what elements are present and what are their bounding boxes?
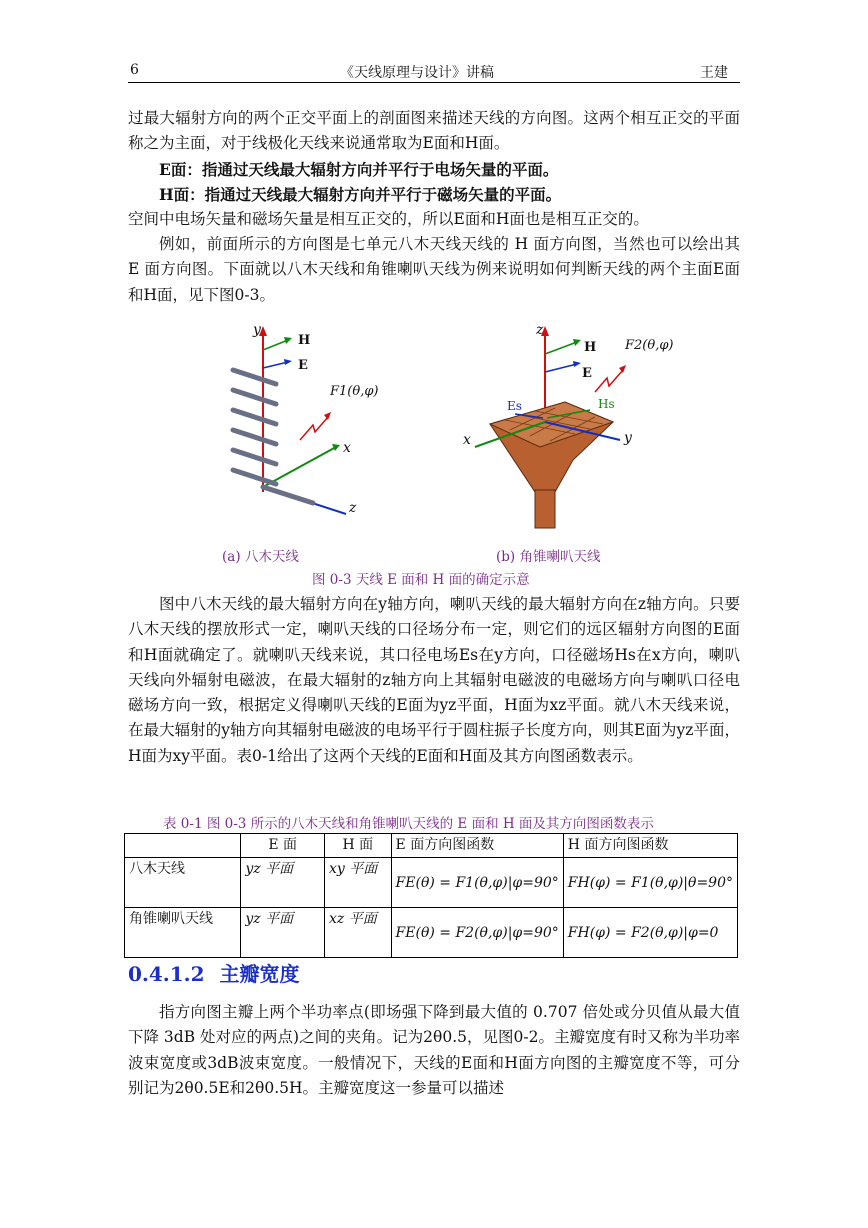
yagi-label-y: y — [253, 322, 261, 338]
yagi-label-e: E — [298, 358, 308, 373]
table-cell: yz 平面 — [241, 908, 325, 958]
caption-b: (b) 角锥喇叭天线 — [496, 549, 601, 565]
running-author: 王建 — [700, 65, 728, 81]
caption-a: (a) 八木天线 — [222, 549, 299, 565]
paragraph-1: 过最大辐射方向的两个正交平面上的剖面图来描述天线的方向图。这两个相互正交的平面称之为主面，对于线极化天线来说通常取为E面和H面。 — [128, 109, 740, 153]
section-number: 0.4.1.2 — [128, 962, 205, 986]
horn-feed — [535, 490, 555, 528]
table-cell: xy 平面 — [325, 858, 392, 908]
definition-e-plane: E面：指通过天线最大辐射方向并平行于电场矢量的平面。 — [159, 160, 559, 179]
page-number: 6 — [130, 62, 139, 78]
section-title: 主瓣宽度 — [219, 962, 300, 986]
paragraph-4: 图中八木天线的最大辐射方向在y轴方向，喇叭天线的最大辐射方向在z轴方向。只要八木天线的摆放形式一定，喇叭天线的口径场分布一定，则它们的远区辐射方向图的E面和H面就确定了。就喇叭天线来说，其口径电场Es在y方向，口径磁场Hs在x方向，喇叭天线向外辐射电磁波，在最大辐射的z轴方向上其辐射电磁波的电磁场方向与喇叭口径电磁场方向一致，根据定义得喇叭天线的E面为yz平面，H面为xz平面。就八木天线来说，在最大辐射的y轴方向其辐射电磁波的电场平行于圆柱振子长度方向，则其E面为yz平面，H面为xy平面。表0-1给出了这两个天线的E面和H面及其方向图函数表示。 — [128, 595, 740, 765]
table-cell: 角锥喇叭天线 — [125, 908, 241, 958]
yagi-pattern-label: F1(θ,φ) — [330, 384, 379, 399]
definition-h-plane: H面：指通过天线最大辐射方向并平行于磁场矢量的平面。 — [159, 185, 562, 204]
horn-antenna-diagram — [455, 322, 655, 532]
paragraph-3: 例如，前面所示的方向图是七单元八木天线天线的 H 面方向图，当然也可以绘出其 E 面方向图。下面就以八木天线和角锥喇叭天线为例来说明如何判断天线的两个主面E面和H面，见下图0-3。 — [128, 235, 740, 304]
table-header-cell: E 面方向图函数 — [391, 834, 563, 858]
horn-label-hs: Hs — [598, 397, 615, 411]
running-title: 《天线原理与设计》讲稿 — [340, 65, 494, 81]
table-cell-formula: FE(θ) = F2(θ,φ)|φ=90° — [395, 924, 559, 941]
horn-wave-icon — [595, 370, 623, 392]
table-cell: xz 平面 — [325, 908, 392, 958]
yagi-label-x: x — [343, 440, 351, 456]
horn-label-e: E — [582, 366, 592, 381]
table-header-cell: E 面 — [241, 834, 325, 858]
yagi-elements — [233, 370, 313, 503]
horn-pattern-label: F2(θ,φ) — [625, 338, 674, 353]
table-cell: yz 平面 — [241, 858, 325, 908]
table-0-1 — [124, 833, 738, 958]
figure-caption: 图 0-3 天线 E 面和 H 面的确定示意 — [312, 572, 530, 588]
yagi-label-h: H — [298, 333, 311, 348]
section-heading — [128, 958, 300, 987]
table-header-cell: H 面 — [325, 834, 392, 858]
horn-label-x: x — [463, 432, 471, 448]
header-rule — [128, 82, 740, 83]
table-row — [125, 858, 738, 908]
table-row — [125, 908, 738, 958]
table-header-row — [125, 834, 738, 858]
table-cell-formula: FH(φ) = F1(θ,φ)|θ=90° — [567, 874, 733, 891]
table-caption: 表 0-1 图 0-3 所示的八木天线和角锥喇叭天线的 E 面和 H 面及其方向图函数表示 — [163, 816, 654, 832]
table-cell-formula: FH(φ) = F2(θ,φ)|φ=0 — [567, 924, 719, 941]
table-cell: 八木天线 — [125, 858, 241, 908]
yagi-wave-icon — [300, 417, 328, 440]
horn-label-y: y — [624, 430, 632, 446]
table-header-cell — [125, 834, 241, 858]
table-header-cell: H 面方向图函数 — [563, 834, 737, 858]
horn-label-z: z — [536, 322, 544, 338]
horn-label-es: Es — [507, 399, 522, 413]
horn-label-h: H — [584, 340, 597, 355]
paragraph-2: 空间中电场矢量和磁场矢量是相互正交的，所以E面和H面也是相互正交的。 — [128, 210, 649, 228]
yagi-label-z: z — [349, 500, 357, 516]
yagi-antenna-diagram — [218, 322, 368, 522]
table-cell-formula: FE(θ) = F1(θ,φ)|φ=90° — [395, 874, 559, 891]
paragraph-5: 指方向图主瓣上两个半功率点(即场强下降到最大值的 0.707 倍处或分贝值从最大值下降 3dB 处对应的两点)之间的夹角。记为2θ0.5，见图0-2。主瓣宽度有时又称为半功率波束宽度或3dB波束宽度。一般情况下，天线的E面和H面方向图的主瓣宽度不等，可分别记为2θ0.5E和2θ0.5H。主瓣宽度这一参量可以描述 — [128, 1003, 740, 1097]
